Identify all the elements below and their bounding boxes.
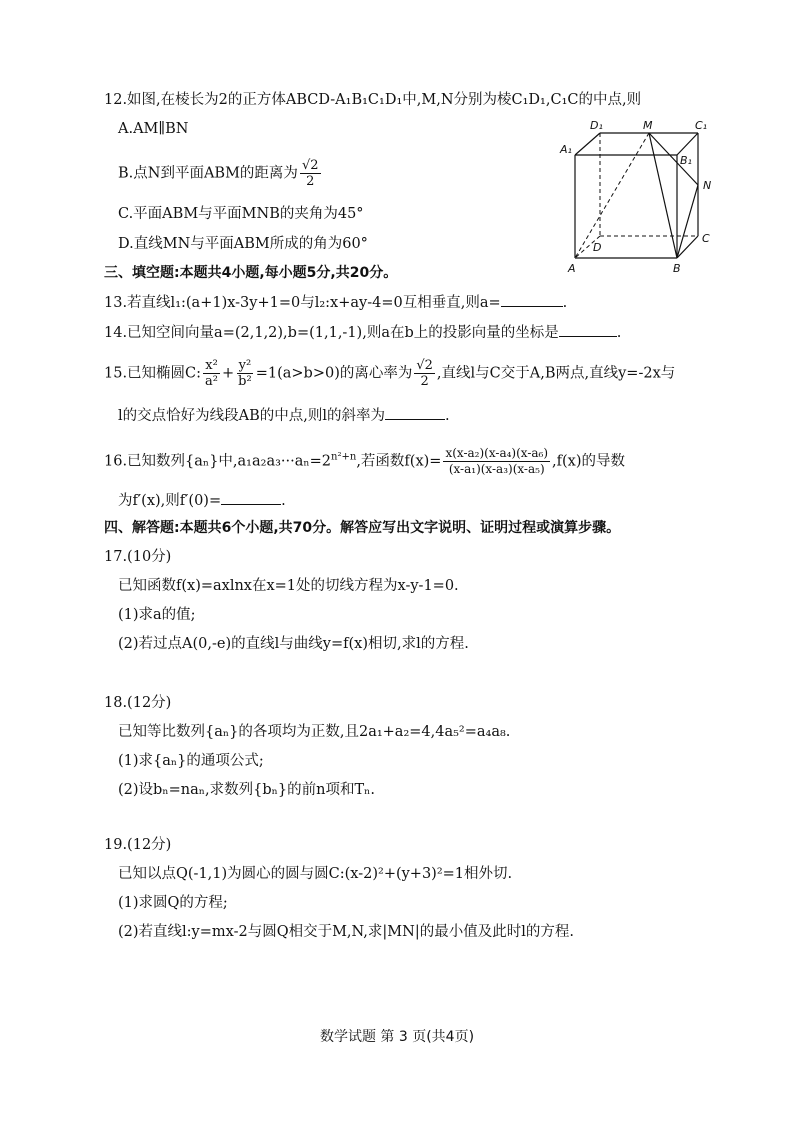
q15-post: ,直线l与C交于A,B两点,直线y=-2x与 — [436, 365, 676, 382]
q14-text: 14.已知空间向量a=(2,1,2),b=(1,1,-1),则a在b上的投影向量的坐标是 — [104, 325, 559, 341]
q19-part2: (2)若直线l:y=mx-2与圆Q相交于M,N,求|MN|的最小值及此时l的方程. — [118, 924, 574, 940]
q15-line1 — [104, 358, 675, 389]
q15-y-denominator: b² — [238, 374, 252, 389]
q19-stem: 已知以点Q(-1,1)为圆心的圆与圆C:(x-2)²+(y+3)²=1相外切. — [118, 866, 513, 882]
q16-post: ,f(x)的导数 — [552, 453, 625, 470]
q17-part1: (1)求a的值; — [118, 607, 196, 623]
q12-option-b-text: B.点N到平面ABM的距离为 — [118, 165, 298, 182]
label-B: B — [673, 262, 681, 275]
q16-exponent: n²+n — [331, 451, 357, 463]
section-3-heading: 三、填空题:本题共4小题,每小题5分,共20分。 — [104, 265, 398, 281]
q12-option-a: A.AM∥BN — [118, 121, 189, 137]
label-D: D — [593, 241, 602, 254]
q12-option-d: D.直线MN与平面ABM所成的角为60° — [118, 236, 368, 252]
q18-stem: 已知等比数列{aₙ}的各项均为正数,且2a₁+a₂=4,4a₅²=a₄a₈. — [118, 724, 511, 740]
segment-MB — [649, 133, 677, 258]
label-A: A — [568, 262, 576, 275]
q15-e-numerator: √2 — [416, 358, 433, 373]
q15-e-fraction — [414, 358, 435, 389]
section-4-heading: 四、解答题:本题共6个小题,共70分。解答应写出文字说明、证明过程或演算步骤。 — [104, 520, 621, 536]
q14-answer-blank — [559, 322, 617, 337]
page-footer: 数学试题 第 3 页(共4页) — [319, 1029, 475, 1045]
q15-line2-text: l的交点恰好为线段AB的中点,则l的斜率为 — [118, 408, 386, 424]
q13: 13.若直线l₁:(a+1)x-3y+1=0与l₂:x+ay-4=0互相垂直,则a= . — [104, 292, 567, 313]
q14: 14.已知空间向量a=(2,1,2),b=(1,1,-1),则a在b上的投影向量的坐标是 . — [104, 322, 621, 343]
q15-x-numerator: x² — [205, 358, 218, 373]
q15-e-denominator: 2 — [420, 374, 429, 389]
q17-heading: 17.(10分) — [104, 549, 172, 565]
q17-part2: (2)若过点A(0,-e)的直线l与曲线y=f(x)相切,求l的方程. — [118, 636, 469, 652]
q16-mid: ,若函数f(x)= — [356, 453, 442, 470]
q12-option-b-fraction — [300, 158, 321, 189]
q15-y-numerator: y² — [238, 358, 252, 373]
q15-answer-blank — [385, 405, 445, 420]
label-B1: B₁ — [680, 154, 692, 167]
q15-x-fraction — [203, 358, 220, 389]
q12-stem: 12.如图,在棱长为2的正方体ABCD-A₁B₁C₁D₁中,M,N分别为棱C₁D₁,C₁C的中点,则 — [104, 92, 642, 108]
q16-denominator: (x-a₁)(x-a₃)(x-a₅) — [448, 462, 545, 476]
q15-mid: =1(a>b>0)的离心率为 — [255, 365, 413, 382]
q15-plus: + — [222, 365, 235, 382]
q16-line2: 为f′(x),则f′(0)= . — [118, 490, 286, 511]
label-D1: D₁ — [590, 119, 603, 132]
q12-option-b — [118, 158, 323, 189]
q12-option-b-numerator: √2 — [301, 158, 319, 173]
q13-answer-blank — [501, 292, 563, 307]
q15-pre: 15.已知椭圆C: — [104, 365, 202, 382]
q15-line2: l的交点恰好为线段AB的中点,则l的斜率为 . — [118, 405, 450, 426]
label-A1: A₁ — [560, 143, 572, 156]
q18-part1: (1)求{aₙ}的通项公式; — [118, 753, 264, 769]
edge-C1B1 — [677, 133, 698, 155]
label-C: C — [702, 232, 710, 245]
q16-line2-text: 为f′(x),则f′(0)= — [118, 493, 222, 509]
segment-MA-hidden — [575, 133, 649, 258]
label-N: N — [703, 179, 712, 192]
q19-heading: 19.(12分) — [104, 837, 172, 853]
q15-y-fraction — [236, 358, 254, 389]
q16-line1 — [104, 446, 625, 477]
q12-option-b-denominator: 2 — [306, 174, 315, 189]
q18-heading: 18.(12分) — [104, 695, 172, 711]
q19-part1: (1)求圆Q的方程; — [118, 895, 228, 911]
q17-stem: 已知函数f(x)=axlnx在x=1处的切线方程为x-y-1=0. — [118, 578, 459, 594]
q16-fraction — [443, 446, 550, 477]
q12-option-c: C.平面ABM与平面MNB的夹角为45° — [118, 206, 364, 222]
q16-answer-blank — [221, 490, 281, 505]
edge-A1D1 — [575, 133, 600, 155]
q16-numerator: x(x-a₂)(x-a₄)(x-a₆) — [445, 446, 549, 460]
label-M: M — [643, 119, 653, 132]
q18-part2: (2)设bₙ=naₙ,求数列{bₙ}的前n项和Tₙ. — [118, 782, 376, 798]
label-C1: C₁ — [695, 119, 708, 132]
q13-text: 13.若直线l₁:(a+1)x-3y+1=0与l₂:x+ay-4=0互相垂直,则a= — [104, 295, 501, 311]
q16-pre: 16.已知数列{aₙ}中,a₁a₂a₃···aₙ=2 — [104, 453, 332, 470]
q15-x-denominator: a² — [205, 374, 219, 389]
cube-figure — [555, 115, 725, 280]
